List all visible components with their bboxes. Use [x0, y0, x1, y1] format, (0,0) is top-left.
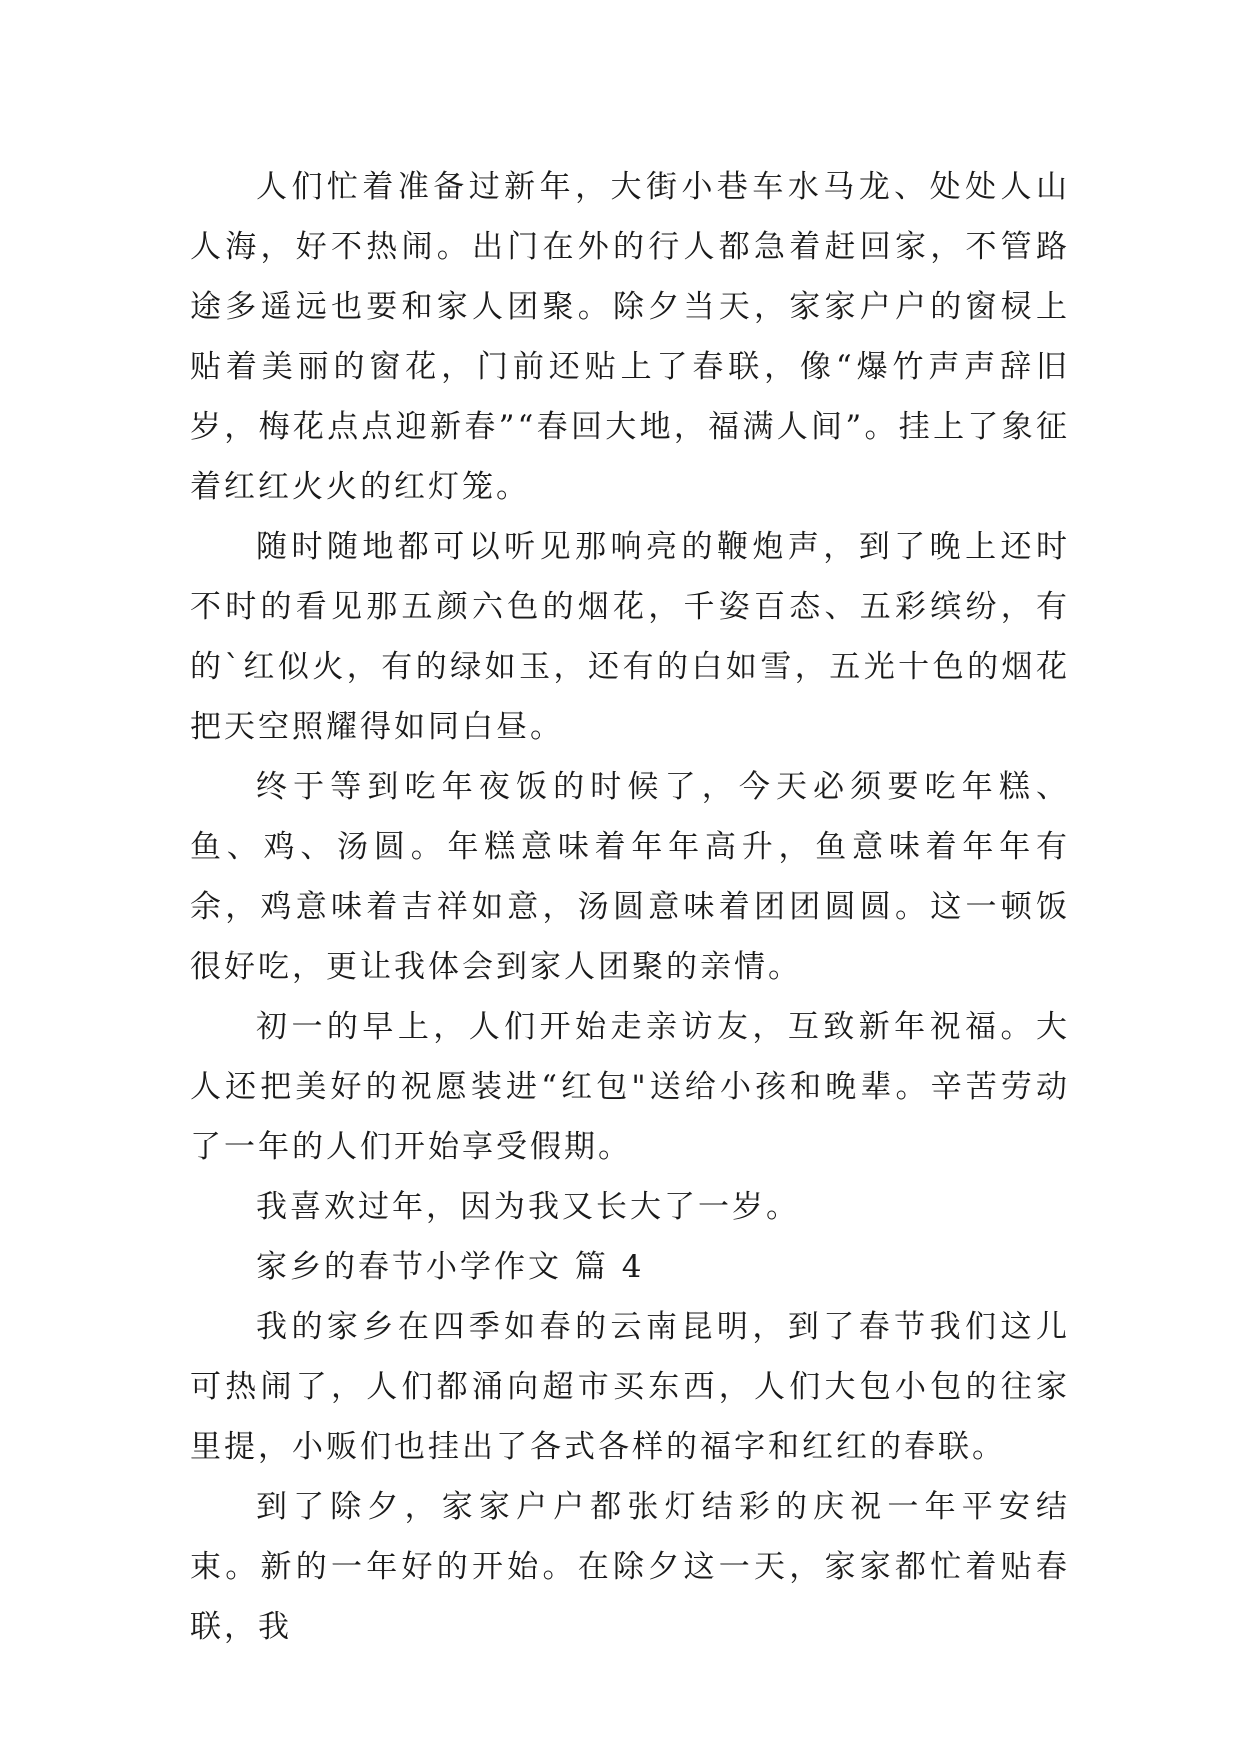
paragraph-6: 我的家乡在四季如春的云南昆明，到了春节我们这儿可热闹了，人们都涌向超市买东西，人们大包小包的往家里提，小贩们也挂出了各式各样的福字和红红的春联。	[190, 1309, 1070, 1465]
document-body	[190, 157, 1070, 1657]
section-heading: 家乡的春节小学作文 篇 4	[256, 1249, 645, 1285]
paragraph-3: 终于等到吃年夜饭的时候了，今天必须要吃年糕、鱼、鸡、汤圆。年糕意味着年年高升，鱼意味着年年有余，鸡意味着吉祥如意，汤圆意味着团团圆圆。这一顿饭很好吃，更让我体会到家人团聚的亲情。	[190, 769, 1070, 985]
paragraph-2: 随时随地都可以听见那响亮的鞭炮声，到了晚上还时不时的看见那五颜六色的烟花，千姿百态、五彩缤纷，有的`红似火，有的绿如玉，还有的白如雪，五光十色的烟花把天空照耀得如同白昼。	[190, 529, 1070, 745]
paragraph-7: 到了除夕，家家户户都张灯结彩的庆祝一年平安结束。新的一年好的开始。在除夕这一天，家家都忙着贴春联，我	[190, 1489, 1070, 1645]
paragraph-5: 我喜欢过年，因为我又长大了一岁。	[256, 1189, 800, 1225]
paragraph-4: 初一的早上，人们开始走亲访友，互致新年祝福。大人还把美好的祝愿装进“红包"送给小孩和晚辈。辛苦劳动了一年的人们开始享受假期。	[190, 1009, 1070, 1165]
paragraph-1: 人们忙着准备过新年，大街小巷车水马龙、处处人山人海，好不热闹。出门在外的行人都急着赶回家，不管路途多遥远也要和家人团聚。除夕当天，家家户户的窗棂上贴着美丽的窗花，门前还贴上了春联，像“爆竹声声辞旧岁，梅花点点迎新春”“春回大地，福满人间”。挂上了象征着红红火火的红灯笼。	[190, 169, 1070, 505]
